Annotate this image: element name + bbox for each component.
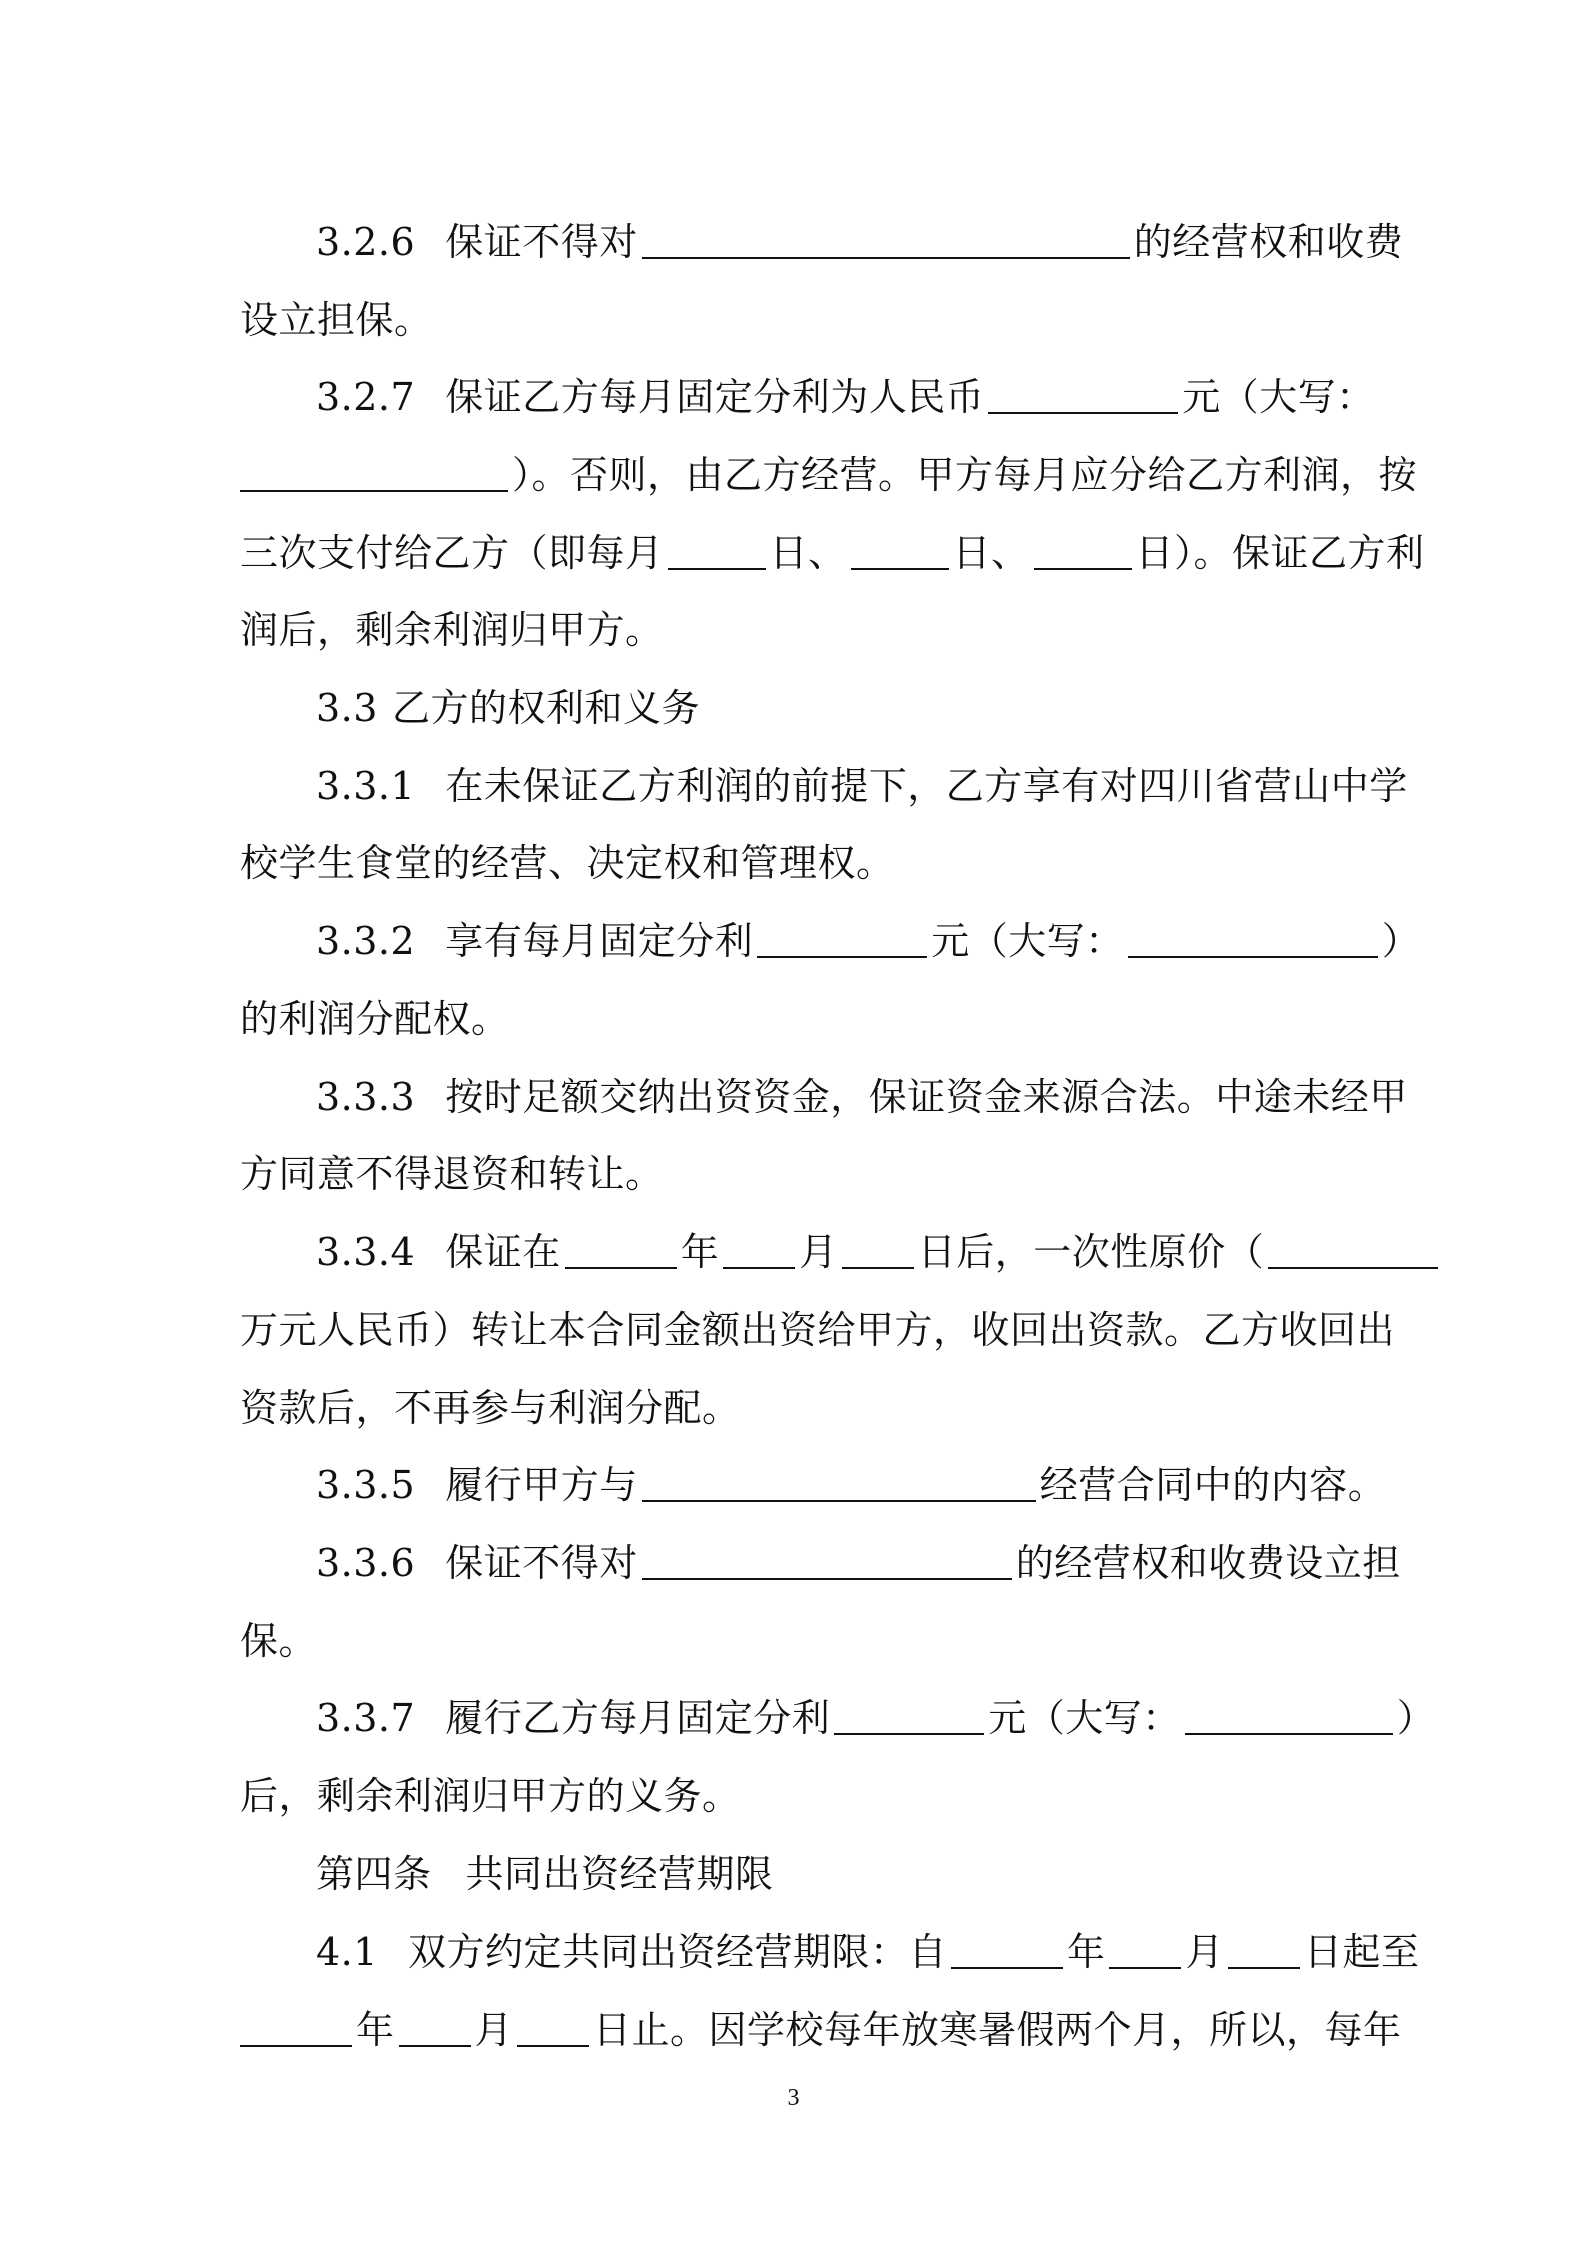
clause-4-1-line-1: [316, 1922, 1420, 1982]
blank-field[interactable]: [1228, 1927, 1300, 1969]
clause-text: 设立担保。: [240, 298, 433, 342]
clause-3-2-7-line-3: [240, 523, 1425, 583]
clause-3-3-1-line-1: [316, 756, 1408, 816]
clause-3-3-4-line-3: [240, 1378, 741, 1438]
blank-field[interactable]: [668, 528, 766, 570]
clause-number: 3.3.1: [316, 764, 416, 808]
blank-field[interactable]: [757, 916, 927, 958]
blank-field[interactable]: [951, 1927, 1063, 1969]
clause-text: 享有每月固定分利: [445, 919, 754, 963]
clause-text: 月: [474, 2008, 514, 2052]
clause-text: 元（大写：: [931, 919, 1124, 963]
blank-field[interactable]: [988, 372, 1178, 414]
blank-field[interactable]: [1128, 916, 1378, 958]
clause-text: 后，剩余利润归甲方的义务。: [240, 1774, 741, 1818]
article-number: 第四条: [316, 1852, 432, 1896]
clause-text: 日、: [769, 531, 847, 575]
clause-number: 3.3.2: [316, 919, 416, 963]
clause-3-3-2-line-1: [316, 911, 1420, 971]
blank-field[interactable]: [851, 528, 949, 570]
page-number: 3: [787, 2085, 800, 2111]
blank-field[interactable]: [1268, 1227, 1438, 1269]
clause-text: 保证乙方每月固定分利为人民币: [445, 375, 985, 419]
clause-3-3-4-line-2: [240, 1300, 1395, 1360]
blank-field[interactable]: [1185, 1693, 1393, 1735]
clause-number: 3.3.7: [316, 1696, 416, 1740]
clause-text: 万元人民币）转让本合同金额出资给甲方，收回出资款。乙方收回出: [240, 1308, 1396, 1352]
clause-3-2-7-line-1: [316, 367, 1375, 427]
clause-3-3-4-line-1: [316, 1222, 1442, 1282]
clause-3-3-2-line-2: [240, 989, 510, 1049]
clause-text: 的经营权和收费设立担: [1015, 1541, 1401, 1585]
clause-3-3-3-line-2: [240, 1144, 664, 1204]
clause-3-2-7-line-2: [240, 445, 1417, 505]
clause-3-3-6-line-1: [316, 1533, 1401, 1593]
clause-number: 3.3.3: [316, 1075, 416, 1119]
blank-field[interactable]: [240, 450, 508, 492]
clause-3-3-5-line-1: [316, 1455, 1386, 1515]
clause-4-1-line-2: [240, 2000, 1402, 2060]
clause-number: 4.1: [316, 1930, 378, 1974]
clause-3-2-7-line-4: [240, 600, 664, 660]
clause-text: 日后，一次性原价（: [917, 1230, 1265, 1274]
blank-field[interactable]: [517, 2005, 589, 2047]
blank-field[interactable]: [565, 1227, 677, 1269]
clause-text: 润后，剩余利润归甲方。: [240, 608, 664, 652]
clause-text: 日止。因学校每年放寒暑假两个月，所以，每年: [593, 2008, 1402, 2052]
clause-text: 双方约定共同出资经营期限：自: [407, 1930, 947, 1974]
clause-text: ）。否则，由乙方经营。甲方每月应分给乙方利润，按: [512, 453, 1418, 497]
clause-3-3-1-line-2: [240, 833, 895, 893]
clause-3-3-7-line-2: [240, 1766, 741, 1826]
clause-text: 在未保证乙方利润的前提下，乙方享有对四川省营山中学: [445, 764, 1408, 808]
blank-field[interactable]: [642, 1538, 1012, 1580]
clause-3-3-6-line-2: [240, 1611, 317, 1671]
blank-field[interactable]: [1109, 1927, 1181, 1969]
blank-field[interactable]: [642, 217, 1130, 259]
clause-text: 月: [1185, 1930, 1224, 1974]
clause-text: 元（大写：: [988, 1696, 1181, 1740]
section-title: 乙方的权利和义务: [391, 686, 700, 730]
clause-text: 保证不得对: [445, 1541, 638, 1585]
clause-number: 3.3.4: [316, 1230, 416, 1274]
clause-text: 保证在: [445, 1230, 561, 1274]
blank-field[interactable]: [642, 1460, 1036, 1502]
blank-field[interactable]: [842, 1227, 914, 1269]
clause-text: 的利润分配权。: [240, 997, 510, 1041]
section-3-3-heading: [316, 678, 700, 738]
blank-field[interactable]: [834, 1693, 984, 1735]
clause-text: 保证不得对: [445, 220, 638, 264]
blank-field[interactable]: [723, 1227, 795, 1269]
article-4-heading: [316, 1844, 774, 1904]
clause-text: 日、: [952, 531, 1030, 575]
clause-number: 3.3.6: [316, 1541, 416, 1585]
clause-text: 经营合同中的内容。: [1039, 1463, 1387, 1507]
clause-text: 元（大写：: [1182, 375, 1375, 419]
clause-text: 年: [680, 1230, 720, 1274]
clause-text: 年: [356, 2008, 395, 2052]
clause-number: 3.3.5: [316, 1463, 416, 1507]
clause-text: ）: [1381, 919, 1421, 963]
blank-field[interactable]: [1034, 528, 1132, 570]
clause-text: 日起至: [1303, 1930, 1420, 1974]
clause-3-2-6-line-1: [316, 212, 1403, 272]
clause-text: 校学生食堂的经营、决定权和管理权。: [240, 841, 895, 885]
clause-text: 履行甲方与: [445, 1463, 638, 1507]
blank-field[interactable]: [240, 2005, 352, 2047]
section-number: 3.3: [316, 686, 378, 730]
clause-text: 保。: [240, 1619, 318, 1663]
clause-text: 月: [799, 1230, 838, 1274]
clause-text: 日）。保证乙方利: [1135, 531, 1425, 575]
clause-number: 3.2.6: [316, 220, 416, 264]
clause-3-2-6-line-2: [240, 290, 433, 350]
article-title: 共同出资经营期限: [465, 1852, 774, 1896]
clause-text: 履行乙方每月固定分利: [445, 1696, 831, 1740]
clause-number: 3.2.7: [316, 375, 416, 419]
clause-text: 按时足额交纳出资资金，保证资金来源合法。中途未经甲: [445, 1075, 1408, 1119]
clause-text: 资款后，不再参与利润分配。: [240, 1386, 741, 1430]
clause-text: 年: [1066, 1930, 1106, 1974]
clause-3-3-3-line-1: [316, 1067, 1408, 1127]
clause-text: 三次支付给乙方（即每月: [240, 531, 664, 575]
clause-3-3-7-line-1: [316, 1688, 1435, 1748]
clause-text: 方同意不得退资和转让。: [240, 1152, 664, 1196]
blank-field[interactable]: [399, 2005, 471, 2047]
clause-text: ）: [1396, 1696, 1436, 1740]
clause-text: 的经营权和收费: [1133, 220, 1404, 264]
